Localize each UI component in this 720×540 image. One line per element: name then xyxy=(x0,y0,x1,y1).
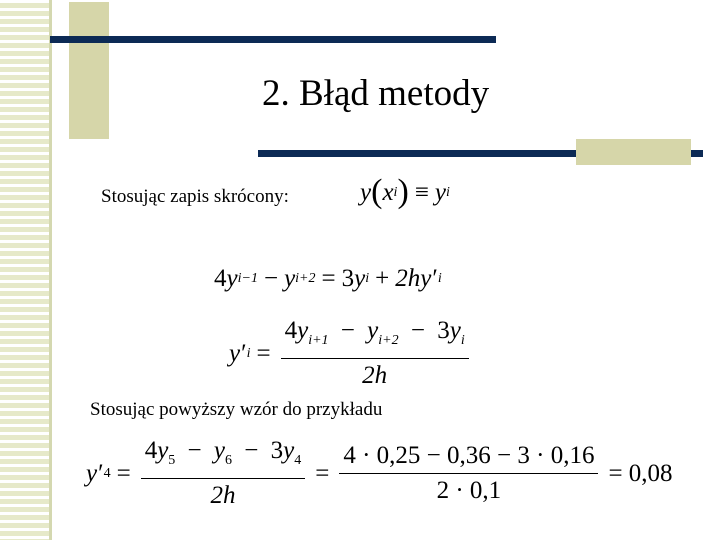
result-value: = 0,08 xyxy=(608,459,673,487)
derivative-fraction xyxy=(281,316,469,391)
intro-text: Stosując zapis skrócony: xyxy=(101,186,289,207)
fraction-denominator: 2h xyxy=(362,362,388,389)
coef-2h: 2h xyxy=(395,265,421,292)
formula-derivative: y ′ i = $\frac{4y_{i+1} - y_{i+2} - 3y_i}{2h}$ xyxy=(229,316,473,391)
striped-side-panel xyxy=(0,0,51,540)
formula-example: y ′ 4 = $\frac{4y_5 - y_6 - 3y_4}{2h}$ = $\frac{4 \cdot 0,25 - 0,36 - 3 \cdot 0,16}{2 \cdot 0,1}$ = 0,08 xyxy=(86,436,679,511)
formula-shorthand: y ( x i ) ≡ y i xyxy=(360,173,450,210)
symbolic-fraction xyxy=(141,436,306,511)
sub-i: i xyxy=(365,271,370,286)
coef-3: 3 xyxy=(341,265,355,292)
equals-sign: = xyxy=(256,339,271,367)
symbolic-numerator: $4y_5 - y_6 - 3y_4$ xyxy=(141,436,306,479)
plus-sign: + xyxy=(375,265,390,292)
formula-equation: 4 y i−1 − y i+2 = 3 y i + 2h y ′ i xyxy=(214,265,442,292)
sub-i-plus-2: i+2 xyxy=(295,271,316,286)
equiv-sign: ≡ xyxy=(414,179,429,206)
sub-i2: i xyxy=(445,185,450,200)
numeric-denominator: 2 · 0,1 xyxy=(436,477,502,504)
sym-y2: y xyxy=(434,179,446,206)
numeric-fraction xyxy=(339,441,598,506)
sub-4: 4 xyxy=(103,465,111,481)
olive-vertical-bar xyxy=(69,2,109,139)
symbolic-denominator: 2h xyxy=(210,482,236,509)
olive-right-block xyxy=(576,139,691,165)
navy-top-rule xyxy=(50,36,496,43)
example-text: Stosując powyższy wzór do przykładu xyxy=(90,399,383,420)
sub-i-prime: i xyxy=(437,271,442,286)
fraction-numerator: $4y_{i+1} - y_{i+2} - 3y_i$ xyxy=(281,316,469,359)
sym-y: y xyxy=(360,179,372,206)
equals-sign: = xyxy=(321,265,336,292)
coef-4: 4 xyxy=(214,265,227,292)
slide-title: 2. Błąd metody xyxy=(262,73,490,114)
sub-i: i xyxy=(246,345,251,361)
minus-sign: − xyxy=(263,265,279,292)
equals-sign-2: = xyxy=(315,459,330,487)
numeric-numerator: 4 · 0,25 − 0,36 − 3 · 0,16 xyxy=(339,441,598,474)
sub-i-minus-1: i−1 xyxy=(237,271,258,286)
equals-sign: = xyxy=(116,459,131,487)
sub-i: i xyxy=(393,185,398,200)
sym-x: x xyxy=(382,179,394,206)
